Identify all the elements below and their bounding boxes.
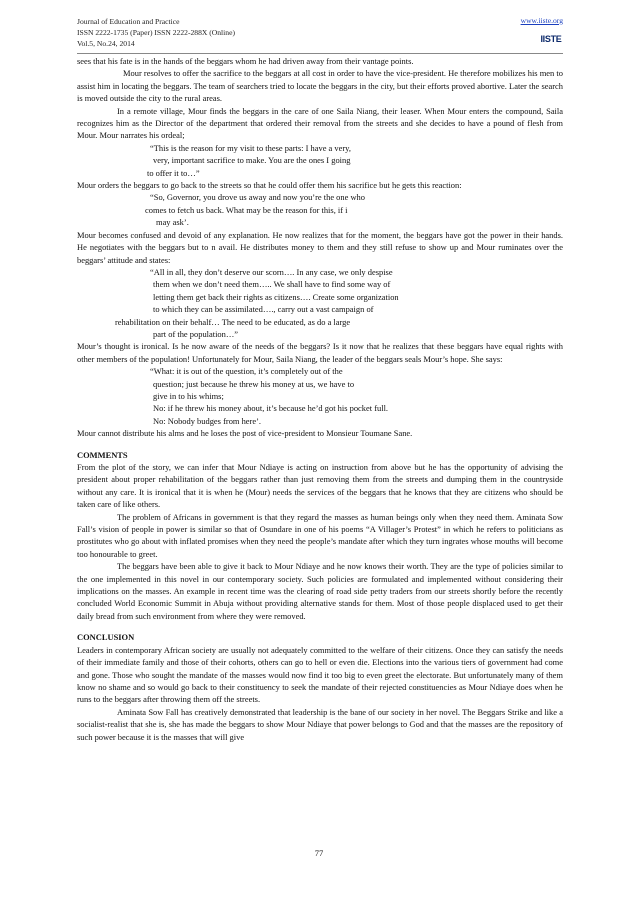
quote-line: part of the population…” — [153, 328, 239, 339]
quote-line: “All in all, they don’t deserve our scorn…. In any case, we only despise — [150, 266, 393, 277]
quote-line: to offer it to…” — [147, 167, 200, 178]
paragraph: Mour cannot distribute his alms and he loses the post of vice-president to Monsieur Toumane Sane. — [77, 428, 413, 439]
paragraph: From the plot of the story, we can infer that Mour Ndiaye is acting on instruction from above but he has the opportunity of advising the president about proper rehabilitation of the beggars rather than just removing them from the streets and dumping them in the countryside without any care. It is ironical that it is when he (Mour) needs the services of the beggars that he knows that they are citizens who should be taken care of like others. — [77, 462, 563, 510]
quote-line: give in to his whims; — [153, 390, 224, 401]
iiste-logo — [540, 30, 562, 48]
journal-url-link[interactable]: www.iiste.org — [520, 16, 563, 25]
header-divider — [77, 53, 563, 54]
paragraph: In a remote village, Mour finds the beggars in the care of one Saila Niang, their leaser. When Mour enters the compound, Saila recognizes him as the Director of the department that ordered their removal from the streets and she decides to have a pound of flesh from Mour. Mour narrates his ordeal; — [77, 105, 563, 141]
quote-line: very, important sacrifice to make. You are the ones I going — [153, 155, 351, 166]
section-heading-comments: COMMENTS — [77, 449, 128, 460]
journal-issn: ISSN 2222-1735 (Paper) ISSN 2222-288X (Online) — [77, 28, 235, 37]
quote-line: may ask’. — [156, 217, 189, 228]
quote-line: “What: it is out of the question, it’s completely out of the — [150, 366, 343, 377]
page-number: 77 — [314, 848, 324, 858]
paragraph: Leaders in contemporary African society are usually not adequately committed to the welfare of their citizens. Once they can satisfy the needs of their immediate family and those of their cohorts, others can go to hell or even die. Elections into the various tiers of government had come and gone. Those who sought the mandate of the masses would now find it too big to even greet the electorate. But unfortunately many of them know no shame and so would go back to their constituency to seek the mandate of their rejected constituencies as Mour Ndiaye does when he runs to the beggars after throwing them off the streets. — [77, 644, 563, 705]
paragraph: Aminata Sow Fall has creatively demonstrated that leadership is the bane of our society in her novel. The Beggars Strike and like a socialist-realist that she is, she has made the beggars to show Mour Ndiaye that power belongs to God and that the masses are the repository of such power because it is the masses that will give — [77, 706, 563, 742]
paragraph: Mour orders the beggars to go back to the streets so that he could offer them his sacrifice but he gets this reaction: — [77, 180, 462, 191]
paragraph: Mour resolves to offer the sacrifice to the beggars at all cost in order to have the vice-president. He therefore mobilizes his men to assist him in locating the beggars. The team of searchers tried to locate the beggars in the city, but their efforts proved abortive. Later the search is moved outside the city to the rural areas. — [77, 68, 563, 104]
journal-header — [77, 16, 235, 49]
paragraph: Mour becomes confused and devoid of any explanation. He now realizes that for the moment, the beggars have got the power in their hands. He negotiates with the beggars but to n avail. He distributes money to them and they still refuse to show up and Mour ruminates over the beggars’ attitude and states: — [77, 229, 563, 265]
quote-line: to which they can be assimilated…., carry out a vast campaign of — [153, 304, 374, 315]
paragraph: The beggars have been able to give it back to Mour Ndiaye and he now knows their worth. They are the type of policies similar to the one implemented in this novel in our contemporary society. Such policies are formulated and implemented without considering their implications on the masses. An example in recent time was the clearing of road side petty traders from our streets shortly before the recently concluded World Economic Summit in Abuja without providing alternative stands for them. Most of those people displaced used to get their daily bread from such environment from where they were removed. — [77, 561, 563, 621]
journal-volume: Vol.5, No.24, 2014 — [77, 39, 135, 48]
paragraph: Mour’s thought is ironical. Is he now aware of the needs of the beggars? Is it now that he realizes that these beggars have equal rights with other members of the population! Unfortunately for Mour, Saila Niang, the leader of the beggars seals Mour’s hope. She says: — [77, 341, 563, 364]
quote-line: No: if he threw his money about, it’s because he’d got his pocket full. — [153, 403, 389, 414]
quote-line: “This is the reason for my visit to these parts: I have a very, — [150, 142, 351, 153]
iiste-logo-text: IISTE — [540, 34, 562, 44]
quote-line: comes to fetch us back. What may be the reason for this, if i — [145, 204, 348, 215]
quote-line: No: Nobody budges from here’. — [153, 415, 262, 426]
quote-line: them when we don’t need them….. We shall have to find some way of — [153, 279, 391, 290]
quote-line: “So, Governor, you drove us away and now you’re the one who — [150, 192, 365, 203]
quote-line: rehabilitation on their behalf… The need to be educated, as do a large — [115, 316, 351, 327]
article-body — [77, 55, 563, 743]
paragraph: sees that his fate is in the hands of the beggars whom he had driven away from their vantage points. — [77, 56, 414, 66]
section-heading-conclusion: CONCLUSION — [77, 632, 135, 643]
quote-line: question; just because he threw his money at us, we have to — [153, 378, 355, 389]
quote-line: letting them get back their rights as citizens…. Create some organization — [153, 291, 399, 302]
paragraph: The problem of Africans in government is that they regard the masses as human beings only when they need them. Aminata Sow Fall’s vision of people in power is similar so that of Osundare in one of his poems “A Villager’s Protest” in which he refers to politicians as prostitutes who go about with inflated promises when they need the people’s mandate after which they turn ingrates whose mouths will become too honourable to greet. — [77, 511, 563, 559]
journal-title: Journal of Education and Practice — [77, 17, 180, 26]
